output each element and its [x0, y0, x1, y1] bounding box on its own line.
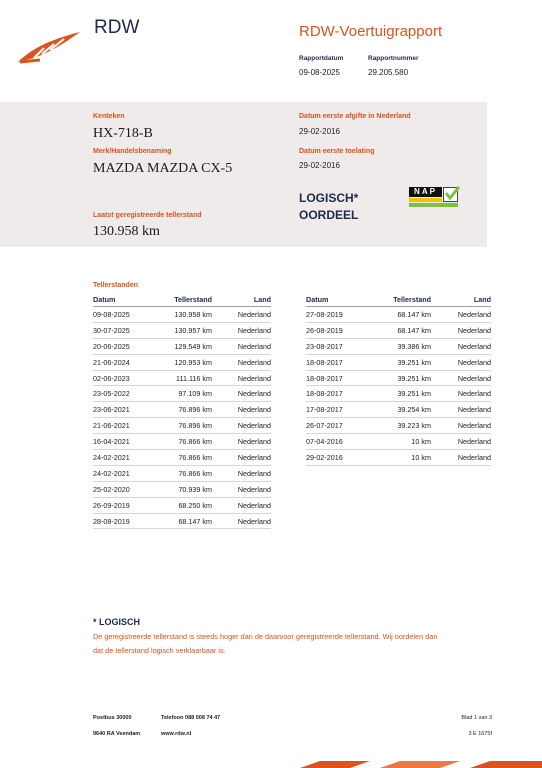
report-date-label: Rapportdatum [299, 55, 344, 62]
reading-km: 129.549 km [157, 338, 212, 354]
plate-value: HX-718-B [93, 126, 153, 141]
table-row [93, 307, 271, 323]
reading-date: 07-04-2016 [306, 434, 370, 450]
table-row [306, 386, 491, 402]
reading-date: 23-05-2022 [93, 386, 157, 402]
table-header-row [93, 292, 271, 307]
reading-date: 23-08-2017 [306, 338, 370, 354]
bottom-stripes-decoration [280, 758, 542, 768]
reading-km: 10 km [370, 434, 431, 450]
col-date-header: Datum [306, 292, 370, 307]
table-row [93, 386, 271, 402]
reading-date: 24-02-2021 [93, 450, 157, 466]
footer-site-link[interactable]: www.rdw.nl [161, 731, 192, 737]
table-row [93, 497, 271, 513]
reading-land: Nederland [431, 386, 491, 402]
reading-date: 20-06-2025 [93, 338, 157, 354]
footer-code: 3 E 1675f [468, 731, 492, 737]
reading-date: 26-08-2019 [306, 322, 370, 338]
reading-km: 39.251 km [370, 386, 431, 402]
table-row [306, 338, 491, 354]
reading-date: 28-08-2019 [93, 513, 157, 529]
footer-phone: Telefoon 088 008 74 47 [161, 715, 221, 721]
table-row [306, 370, 491, 386]
brand-name: RDW [94, 17, 140, 38]
reading-km: 68.147 km [157, 513, 212, 529]
note-text-2: dat de tellerstand logisch verklaarbaar is. [93, 646, 226, 655]
col-date-header: Datum [93, 292, 157, 307]
reading-date: 30-07-2025 [93, 322, 157, 338]
footer-page: Blad 1 van 3 [461, 715, 492, 721]
first-admit-label: Datum eerste toelating [299, 148, 375, 155]
reading-km: 130.958 km [157, 307, 212, 323]
reading-date: 16-04-2021 [93, 434, 157, 450]
reading-date: 24-02-2021 [93, 465, 157, 481]
reading-date: 18-08-2017 [306, 386, 370, 402]
reading-date: 26-07-2017 [306, 418, 370, 434]
table-row [93, 354, 271, 370]
footer-postbus: Postbus 30000 [93, 715, 132, 721]
verdict-line-1: LOGISCH* [299, 191, 359, 205]
table-row [306, 418, 491, 434]
reading-km: 76.896 km [157, 402, 212, 418]
readings-table-left [93, 292, 271, 529]
reading-km: 120.953 km [157, 354, 212, 370]
make-label: Merk/Handelsbenaming [93, 148, 172, 155]
reading-date: 18-08-2017 [306, 354, 370, 370]
reading-land: Nederland [212, 386, 271, 402]
table-row [306, 322, 491, 338]
reading-km: 68.147 km [370, 322, 431, 338]
reading-land: Nederland [212, 481, 271, 497]
reading-land: Nederland [212, 307, 271, 323]
reading-km: 39.251 km [370, 354, 431, 370]
reading-km: 39.254 km [370, 402, 431, 418]
table-row [306, 402, 491, 418]
reading-land: Nederland [431, 402, 491, 418]
reading-land: Nederland [212, 513, 271, 529]
reading-land: Nederland [212, 465, 271, 481]
reading-km: 68.147 km [370, 307, 431, 323]
reading-km: 76.866 km [157, 450, 212, 466]
reading-date: 09-08-2025 [93, 307, 157, 323]
report-date: 09-08-2025 [299, 68, 340, 77]
reading-land: Nederland [431, 370, 491, 386]
reading-km: 111.116 km [157, 370, 212, 386]
reading-land: Nederland [431, 338, 491, 354]
report-title: RDW-Voertuigrapport [299, 23, 443, 40]
reading-km: 97.109 km [157, 386, 212, 402]
table-row [93, 450, 271, 466]
plate-label: Kenteken [93, 113, 125, 120]
reading-km: 130.957 km [157, 322, 212, 338]
reading-km: 76.896 km [157, 418, 212, 434]
readings-title: Tellerstanden [93, 282, 138, 289]
col-km-header: Tellerstand [370, 292, 431, 307]
reading-km: 76.866 km [157, 465, 212, 481]
reading-date: 26-09-2019 [93, 497, 157, 513]
reading-land: Nederland [212, 497, 271, 513]
odometer-label: Laatst geregistreerde tellerstand [93, 212, 202, 219]
reading-date: 21-06-2021 [93, 418, 157, 434]
reading-date: 27-08-2019 [306, 307, 370, 323]
first-admit-value: 29-02-2016 [299, 161, 340, 170]
col-land-header: Land [431, 292, 491, 307]
reading-land: Nederland [212, 450, 271, 466]
table-row [306, 307, 491, 323]
report-number-label: Rapportnummer [368, 55, 419, 62]
table-row [93, 402, 271, 418]
table-row [306, 354, 491, 370]
reading-land: Nederland [212, 354, 271, 370]
note-title: * LOGISCH [93, 617, 141, 627]
table-row [306, 434, 491, 450]
reading-land: Nederland [212, 434, 271, 450]
table-row [93, 338, 271, 354]
reading-date: 23-06-2021 [93, 402, 157, 418]
make-value: MAZDA MAZDA CX-5 [93, 161, 233, 176]
table-row [93, 370, 271, 386]
reading-land: Nederland [212, 370, 271, 386]
table-row [93, 322, 271, 338]
reading-date: 29-02-2016 [306, 450, 370, 466]
reading-km: 68.250 km [157, 497, 212, 513]
reading-date: 21-06-2024 [93, 354, 157, 370]
reading-km: 39.386 km [370, 338, 431, 354]
col-km-header: Tellerstand [157, 292, 212, 307]
table-row [93, 418, 271, 434]
reading-date: 02-06-2023 [93, 370, 157, 386]
table-row [93, 513, 271, 529]
reading-date: 17-08-2017 [306, 402, 370, 418]
col-land-header: Land [212, 292, 271, 307]
nap-logo-text: NAP [409, 187, 442, 197]
reading-land: Nederland [212, 418, 271, 434]
nap-logo-icon [409, 187, 459, 207]
vehicle-summary-panel [0, 102, 487, 247]
table-row [93, 434, 271, 450]
reading-land: Nederland [431, 322, 491, 338]
table-row [93, 465, 271, 481]
reading-date: 18-08-2017 [306, 370, 370, 386]
table-header-row [306, 292, 491, 307]
reading-km: 76.866 km [157, 434, 212, 450]
report-number: 29.205.580 [368, 68, 409, 77]
reading-land: Nederland [431, 418, 491, 434]
table-row [93, 481, 271, 497]
reading-land: Nederland [212, 402, 271, 418]
first-nl-value: 29-02-2016 [299, 127, 340, 136]
table-row [306, 450, 491, 466]
reading-land: Nederland [212, 338, 271, 354]
reading-date: 25-02-2020 [93, 481, 157, 497]
reading-km: 70.939 km [157, 481, 212, 497]
rdw-logo-icon [14, 28, 84, 64]
reading-km: 39.251 km [370, 370, 431, 386]
reading-land: Nederland [431, 354, 491, 370]
reading-km: 39.223 km [370, 418, 431, 434]
reading-land: Nederland [431, 450, 491, 466]
readings-table-right [306, 292, 491, 466]
first-nl-label: Datum eerste afgifte in Nederland [299, 113, 411, 120]
reading-land: Nederland [212, 322, 271, 338]
reading-land: Nederland [431, 434, 491, 450]
verdict-line-2: OORDEEL [299, 208, 359, 222]
note-text-1: De geregistreerde tellerstand is steeds hoger dan de daarvoor geregistreerde tellerstand. Wij oordelen dan [93, 632, 438, 641]
odometer-value: 130.958 km [93, 224, 160, 239]
reading-land: Nederland [431, 307, 491, 323]
reading-km: 10 km [370, 450, 431, 466]
footer-city: 9640 RA Veendam [93, 731, 141, 737]
